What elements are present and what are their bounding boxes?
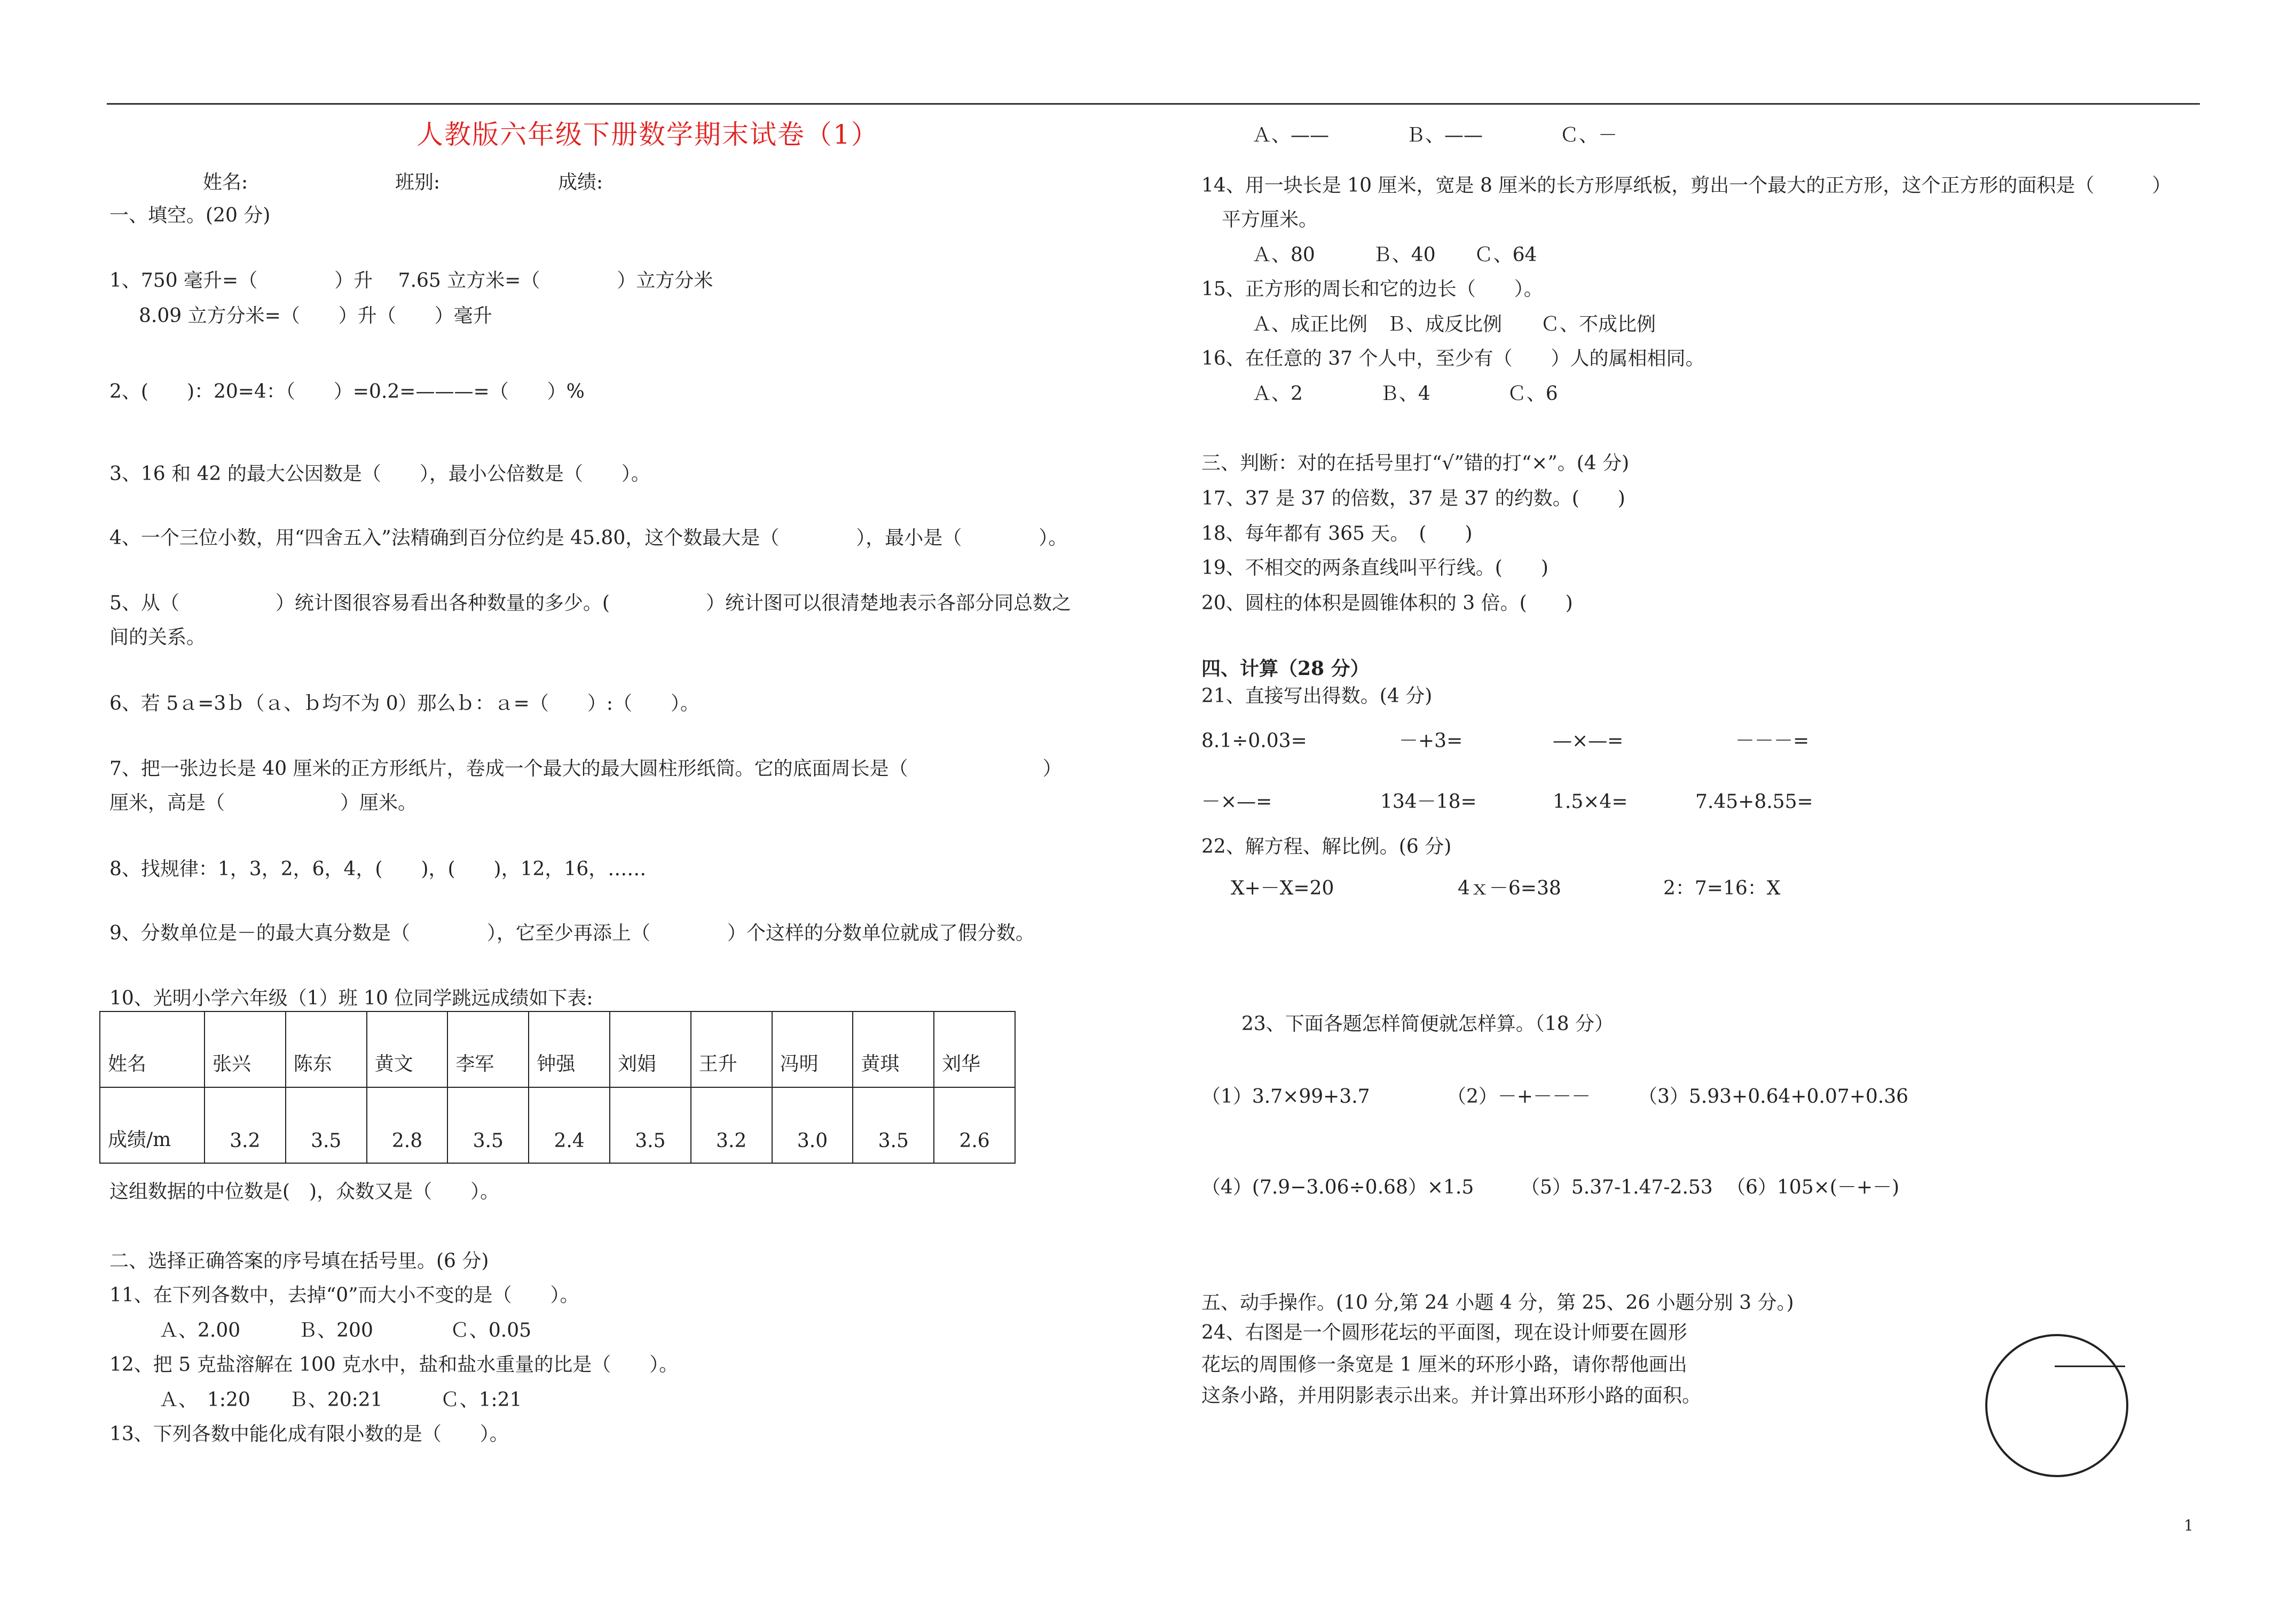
question-7b: 厘米，高是（ ）厘米。: [109, 792, 418, 814]
page-top-rule: [107, 103, 2200, 105]
question-10b: 这组数据的中位数是( )，众数又是（ ）。: [109, 1181, 500, 1203]
section-3-heading: 三、判断：对的在括号里打“√”错的打“×”。(4 分): [1201, 452, 1630, 474]
section-1-heading: 一、填空。(20 分): [109, 205, 271, 226]
question-14a: 14、用一块长是 10 厘米，宽是 8 厘米的长方形厚纸板，剪出一个最大的正方形，这个正方形的面积是（ ）: [1201, 175, 2172, 197]
calc-7: 1.5×4=: [1553, 791, 1628, 813]
equation-1: X+－X=20: [1231, 877, 1334, 899]
table-cell: 2.8: [367, 1087, 448, 1163]
question-23: 23、下面各题怎样简便就怎样算。（18 分）: [1241, 1013, 1614, 1035]
table-cell: 冯明: [772, 1011, 853, 1087]
table-cell: 3.0: [772, 1087, 853, 1163]
problem-6: （6）105×(－+－): [1726, 1176, 1900, 1198]
table-cell: 3.5: [610, 1087, 691, 1163]
table-row: [100, 1087, 1015, 1163]
table-cell: 张兴: [205, 1011, 286, 1087]
flowerbed-radius-line: [2055, 1366, 2125, 1367]
question-24b: 花坛的周围修一条宽是 1 厘米的环形小路，请你帮他画出: [1201, 1354, 1687, 1376]
question-11-options: Ａ、2.00 Ｂ、200 Ｃ、0.05: [159, 1320, 532, 1341]
calc-4: －－－=: [1735, 730, 1810, 752]
question-4: 4、一个三位小数，用“四舍五入”法精确到百分位约是 45.80，这个数最大是（ ），最小是（ ）。: [109, 527, 1068, 549]
table-row: [100, 1011, 1015, 1087]
table-cell: 3.5: [853, 1087, 934, 1163]
section-4-heading: 四、计算（28 分）: [1201, 657, 1370, 680]
calc-5: －×—=: [1201, 791, 1272, 813]
table-cell: 2.6: [934, 1087, 1015, 1163]
question-3: 3、16 和 42 的最大公因数是（ ），最小公倍数是（ ）。: [109, 463, 650, 485]
long-jump-table: [99, 1011, 1016, 1164]
question-24a: 24、右图是一个圆形花坛的平面图，现在设计师要在圆形: [1201, 1322, 1687, 1344]
question-1b: 8.09 立方分米=（ ）升（ ）毫升: [139, 305, 492, 327]
question-1a: 1、750 毫升=（ ）升 7.65 立方米=（ ）立方分米: [109, 270, 713, 292]
table-cell: 王升: [691, 1011, 772, 1087]
question-7a: 7、把一张边长是 40 厘米的正方形纸片，卷成一个最大的最大圆柱形纸筒。它的底面周长是（ ）: [109, 758, 1062, 780]
table-cell: 姓名: [100, 1011, 205, 1087]
question-14-options: Ａ、80 Ｂ、40 Ｃ、64: [1252, 244, 1537, 266]
calc-6: 134－18=: [1380, 791, 1477, 813]
problem-4: （4）(7.9−3.06÷0.68）×1.5: [1201, 1176, 1474, 1198]
question-16: 16、在任意的 37 个人中，至少有（ ）人的属相相同。: [1201, 348, 1705, 370]
question-9: 9、分数单位是－的最大真分数是（ ），它至少再添上（ ）个这样的分数单位就成了假分数。: [109, 922, 1035, 944]
problem-2: （2）－+－－－: [1447, 1086, 1591, 1108]
table-cell: 黄文: [367, 1011, 448, 1087]
question-19: 19、不相交的两条直线叫平行线。( ): [1201, 557, 1548, 579]
section-2-heading: 二、选择正确答案的序号填在括号里。(6 分): [109, 1250, 489, 1272]
question-12: 12、把 5 克盐溶解在 100 克水中，盐和盐水重量的比是（ ）。: [109, 1354, 679, 1376]
name-label: 姓名:: [203, 171, 248, 193]
question-14b: 平方厘米。: [1222, 209, 1318, 231]
question-24c: 这条小路，并用阴影表示出来。并计算出环形小路的面积。: [1201, 1385, 1702, 1407]
calc-2: －+3=: [1399, 730, 1463, 752]
question-18: 18、每年都有 365 天。 ( ): [1201, 523, 1473, 545]
table-cell: 3.5: [447, 1087, 529, 1163]
score-label: 成绩:: [558, 171, 603, 193]
table-cell: 陈东: [286, 1011, 367, 1087]
question-6: 6、若 5ａ=3ｂ（ａ、ｂ均不为 0）那么ｂ：ａ=（ ）:（ ）。: [109, 693, 699, 715]
question-13: 13、下列各数中能化成有限小数的是（ ）。: [109, 1423, 509, 1445]
table-cell: 刘华: [934, 1011, 1015, 1087]
equation-3: 2：7=16：X: [1663, 877, 1781, 899]
calc-8: 7.45+8.55=: [1695, 791, 1813, 813]
table-cell: 黄琪: [853, 1011, 934, 1087]
question-15-options: Ａ、成正比例 Ｂ、成反比例 Ｃ、不成比例: [1252, 313, 1656, 335]
table-cell: 3.2: [691, 1087, 772, 1163]
question-17: 17、37 是 37 的倍数，37 是 37 的约数。( ): [1201, 488, 1625, 509]
table-cell: 李军: [447, 1011, 529, 1087]
calc-1: 8.1÷0.03=: [1201, 730, 1307, 752]
question-16-options: Ａ、2 Ｂ、4 Ｃ、6: [1252, 383, 1558, 405]
problem-1: （1）3.7×99+3.7: [1201, 1086, 1370, 1108]
problem-3: （3）5.93+0.64+0.07+0.36: [1638, 1086, 1909, 1108]
table-cell: 成绩/m: [100, 1087, 205, 1163]
question-12-options: Ａ、 1:20 Ｂ、20:21 Ｃ、1:21: [159, 1389, 522, 1411]
question-15: 15、正方形的周长和它的边长（ ）。: [1201, 278, 1543, 300]
question-10: 10、光明小学六年级（1）班 10 位同学跳远成绩如下表:: [109, 987, 593, 1009]
question-13-options: Ａ、—— Ｂ、—— Ｃ、－: [1252, 124, 1618, 146]
question-22: 22、解方程、解比例。(6 分): [1201, 836, 1452, 858]
flowerbed-circle: [1985, 1334, 2128, 1477]
question-11: 11、在下列各数中，去掉“0”而大小不变的是（ ）。: [109, 1284, 579, 1306]
question-5b: 间的关系。: [109, 626, 206, 648]
table-cell: 3.5: [286, 1087, 367, 1163]
question-21: 21、直接写出得数。(4 分): [1201, 685, 1433, 707]
class-label: 班别:: [395, 171, 441, 193]
question-2: 2、( )：20=4：（ ）=0.2=———=（ ）%: [109, 381, 585, 403]
equation-2: 4ｘ－6=38: [1458, 877, 1561, 899]
problem-5: （5）5.37-1.47-2.53: [1521, 1176, 1713, 1198]
table-cell: 3.2: [205, 1087, 286, 1163]
section-5-heading: 五、动手操作。(10 分,第 24 小题 4 分，第 25、26 小题分别 3 分。): [1201, 1292, 1794, 1314]
question-20: 20、圆柱的体积是圆锥体积的 3 倍。( ): [1201, 592, 1573, 614]
table-cell: 钟强: [529, 1011, 610, 1087]
question-8: 8、找规律：1，3，2，6，4，( )，( )，12，16，……: [109, 858, 647, 880]
table-cell: 刘娟: [610, 1011, 691, 1087]
calc-3: —×—=: [1553, 730, 1624, 752]
page-number: 1: [2184, 1517, 2193, 1534]
table-cell: 2.4: [529, 1087, 610, 1163]
question-5a: 5、从（ ）统计图很容易看出各种数量的多少。( ）统计图可以很清楚地表示各部分同总数之: [109, 592, 1071, 614]
page-title: 人教版六年级下册数学期末试卷（1）: [416, 119, 879, 150]
